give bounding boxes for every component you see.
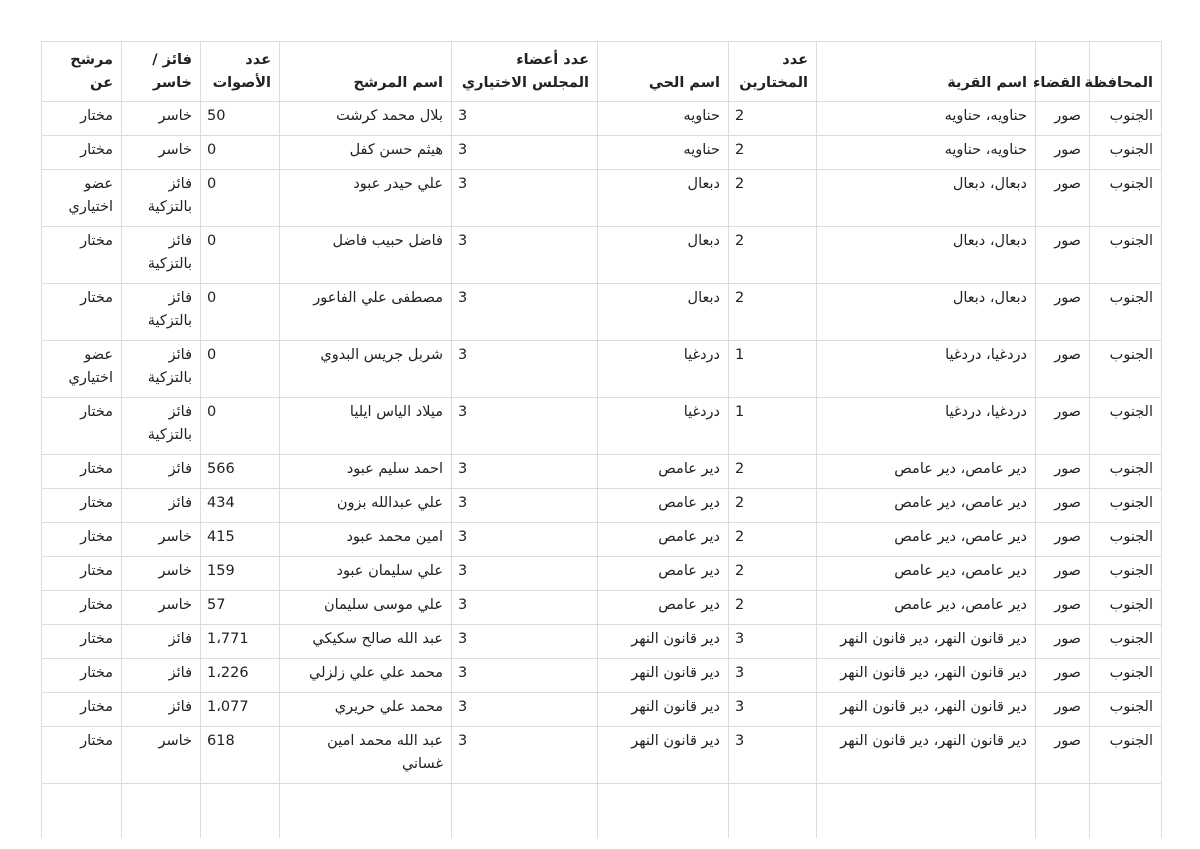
cell-village: دبعال، دبعال bbox=[817, 170, 1036, 227]
cell-council-members: 3 bbox=[452, 170, 598, 227]
table-row bbox=[42, 557, 1162, 591]
cell-village: دير قانون النهر، دير قانون النهر bbox=[817, 693, 1036, 727]
cell-votes: 0 bbox=[201, 284, 280, 341]
cell-neighborhood: دير قانون النهر bbox=[598, 659, 729, 693]
cell-candidate-for: مختار bbox=[42, 455, 122, 489]
cell-candidate: عبد الله محمد امين غساني bbox=[280, 727, 452, 784]
cell-candidate: مصطفى علي الفاعور bbox=[280, 284, 452, 341]
cell-votes: 1،077 bbox=[201, 693, 280, 727]
table-row bbox=[42, 284, 1162, 341]
cell-mukhtars-count: 2 bbox=[729, 523, 817, 557]
cell-village: دير عامص، دير عامص bbox=[817, 557, 1036, 591]
cell-result: فائز بالتزكية bbox=[122, 284, 201, 341]
cell-candidate: ميلاد الياس ايليا bbox=[280, 398, 452, 455]
cell-neighborhood: دبعال bbox=[598, 170, 729, 227]
cell-neighborhood: دير عامص bbox=[598, 557, 729, 591]
cell-result: خاسر bbox=[122, 591, 201, 625]
cell-council-members: 3 bbox=[452, 489, 598, 523]
cell-neighborhood: حناويه bbox=[598, 136, 729, 170]
cell-village: دير عامص، دير عامص bbox=[817, 489, 1036, 523]
table-body bbox=[42, 102, 1162, 839]
cell-candidate: احمد سليم عبود bbox=[280, 455, 452, 489]
cell-governorate: الجنوب bbox=[1090, 659, 1162, 693]
cell-governorate: الجنوب bbox=[1090, 455, 1162, 489]
cell-candidate-for: مختار bbox=[42, 523, 122, 557]
header-village: اسم القرية bbox=[817, 42, 1036, 102]
header-governorate: المحافظة bbox=[1090, 42, 1162, 102]
table-row bbox=[42, 693, 1162, 727]
cell-district: صور bbox=[1036, 693, 1090, 727]
cell-candidate-for: مختار bbox=[42, 102, 122, 136]
cell-council-members: 3 bbox=[452, 727, 598, 784]
cell-votes: 618 bbox=[201, 727, 280, 784]
cell-votes: 57 bbox=[201, 591, 280, 625]
cell-votes: 0 bbox=[201, 136, 280, 170]
cell-village: دير قانون النهر، دير قانون النهر bbox=[817, 659, 1036, 693]
cell-mukhtars-count: 1 bbox=[729, 398, 817, 455]
cell-neighborhood: دير قانون النهر bbox=[598, 625, 729, 659]
cell-mukhtars-count: 2 bbox=[729, 455, 817, 489]
cell-mukhtars-count: 2 bbox=[729, 591, 817, 625]
cell-mukhtars-count: 2 bbox=[729, 489, 817, 523]
cell-candidate-for: مختار bbox=[42, 693, 122, 727]
empty-cell bbox=[280, 784, 452, 839]
cell-neighborhood: دير عامص bbox=[598, 523, 729, 557]
header-row bbox=[42, 42, 1162, 102]
cell-result: خاسر bbox=[122, 136, 201, 170]
cell-district: صور bbox=[1036, 523, 1090, 557]
header-result: فائز / خاسر bbox=[122, 42, 201, 102]
cell-district: صور bbox=[1036, 591, 1090, 625]
cell-mukhtars-count: 3 bbox=[729, 727, 817, 784]
cell-district: صور bbox=[1036, 341, 1090, 398]
cell-neighborhood: دير قانون النهر bbox=[598, 727, 729, 784]
header-votes: عدد الأصوات bbox=[201, 42, 280, 102]
cell-village: دردغيا، دردغيا bbox=[817, 398, 1036, 455]
cell-governorate: الجنوب bbox=[1090, 136, 1162, 170]
cell-neighborhood: دبعال bbox=[598, 284, 729, 341]
cell-result: فائز bbox=[122, 489, 201, 523]
cell-votes: 434 bbox=[201, 489, 280, 523]
table-row bbox=[42, 398, 1162, 455]
cell-district: صور bbox=[1036, 227, 1090, 284]
cell-candidate: امين محمد عبود bbox=[280, 523, 452, 557]
cell-neighborhood: حناويه bbox=[598, 102, 729, 136]
table-row bbox=[42, 136, 1162, 170]
cell-candidate: عبد الله صالح سكيكي bbox=[280, 625, 452, 659]
cell-candidate: شربل جريس البدوي bbox=[280, 341, 452, 398]
table-row bbox=[42, 727, 1162, 784]
cell-votes: 566 bbox=[201, 455, 280, 489]
cell-votes: 415 bbox=[201, 523, 280, 557]
empty-cell bbox=[201, 784, 280, 839]
cell-village: دير عامص، دير عامص bbox=[817, 523, 1036, 557]
empty-cell bbox=[817, 784, 1036, 839]
cell-council-members: 3 bbox=[452, 659, 598, 693]
cell-neighborhood: دير عامص bbox=[598, 489, 729, 523]
cell-village: حناويه، حناويه bbox=[817, 102, 1036, 136]
cell-votes: 159 bbox=[201, 557, 280, 591]
cell-council-members: 3 bbox=[452, 523, 598, 557]
cell-candidate: هيثم حسن كفل bbox=[280, 136, 452, 170]
cell-result: خاسر bbox=[122, 557, 201, 591]
cell-governorate: الجنوب bbox=[1090, 625, 1162, 659]
cell-votes: 50 bbox=[201, 102, 280, 136]
empty-cell bbox=[1090, 784, 1162, 839]
cell-council-members: 3 bbox=[452, 102, 598, 136]
cell-mukhtars-count: 2 bbox=[729, 227, 817, 284]
cell-candidate: علي سليمان عبود bbox=[280, 557, 452, 591]
header-candidate: اسم المرشح bbox=[280, 42, 452, 102]
table-row bbox=[42, 591, 1162, 625]
cell-candidate: فاضل حبيب فاضل bbox=[280, 227, 452, 284]
cell-district: صور bbox=[1036, 170, 1090, 227]
empty-cell bbox=[1036, 784, 1090, 839]
empty-cell bbox=[598, 784, 729, 839]
cell-candidate: علي عبدالله بزون bbox=[280, 489, 452, 523]
cell-result: خاسر bbox=[122, 523, 201, 557]
cell-candidate-for: مختار bbox=[42, 227, 122, 284]
header-district: القضاء bbox=[1036, 42, 1090, 102]
cell-village: دردغيا، دردغيا bbox=[817, 341, 1036, 398]
election-results-table bbox=[41, 41, 1162, 838]
cell-district: صور bbox=[1036, 625, 1090, 659]
cell-council-members: 3 bbox=[452, 625, 598, 659]
cell-result: خاسر bbox=[122, 727, 201, 784]
cell-candidate-for: مختار bbox=[42, 489, 122, 523]
results-sheet bbox=[41, 41, 1161, 811]
cell-candidate-for: مختار bbox=[42, 284, 122, 341]
cell-mukhtars-count: 2 bbox=[729, 170, 817, 227]
cell-governorate: الجنوب bbox=[1090, 489, 1162, 523]
table-row bbox=[42, 102, 1162, 136]
cell-governorate: الجنوب bbox=[1090, 557, 1162, 591]
cell-votes: 1،226 bbox=[201, 659, 280, 693]
cell-result: فائز بالتزكية bbox=[122, 170, 201, 227]
cell-district: صور bbox=[1036, 727, 1090, 784]
header-council-members: عدد أعضاء المجلس الاختياري bbox=[452, 42, 598, 102]
cell-result: خاسر bbox=[122, 102, 201, 136]
empty-cell bbox=[729, 784, 817, 839]
cell-result: فائز bbox=[122, 625, 201, 659]
cell-candidate-for: مختار bbox=[42, 625, 122, 659]
cell-candidate: علي موسى سليمان bbox=[280, 591, 452, 625]
cell-neighborhood: دردغيا bbox=[598, 341, 729, 398]
table-row bbox=[42, 489, 1162, 523]
cell-district: صور bbox=[1036, 136, 1090, 170]
cell-candidate-for: عضو اختياري bbox=[42, 170, 122, 227]
cell-neighborhood: دبعال bbox=[598, 227, 729, 284]
cell-result: فائز bbox=[122, 455, 201, 489]
cell-mukhtars-count: 3 bbox=[729, 625, 817, 659]
cell-votes: 0 bbox=[201, 227, 280, 284]
cell-village: دير قانون النهر، دير قانون النهر bbox=[817, 727, 1036, 784]
cell-neighborhood: دير عامص bbox=[598, 455, 729, 489]
empty-cell bbox=[122, 784, 201, 839]
cell-votes: 0 bbox=[201, 341, 280, 398]
cell-neighborhood: دير عامص bbox=[598, 591, 729, 625]
cell-governorate: الجنوب bbox=[1090, 102, 1162, 136]
cell-district: صور bbox=[1036, 284, 1090, 341]
cell-votes: 1،771 bbox=[201, 625, 280, 659]
cell-district: صور bbox=[1036, 398, 1090, 455]
cell-candidate-for: مختار bbox=[42, 398, 122, 455]
cell-governorate: الجنوب bbox=[1090, 341, 1162, 398]
cell-village: دير عامص، دير عامص bbox=[817, 591, 1036, 625]
cell-candidate-for: مختار bbox=[42, 659, 122, 693]
table-row bbox=[42, 455, 1162, 489]
cell-candidate-for: عضو اختياري bbox=[42, 341, 122, 398]
cell-governorate: الجنوب bbox=[1090, 693, 1162, 727]
cell-candidate: علي حيدر عبود bbox=[280, 170, 452, 227]
cell-candidate: محمد علي حريري bbox=[280, 693, 452, 727]
cell-result: فائز بالتزكية bbox=[122, 398, 201, 455]
cell-council-members: 3 bbox=[452, 136, 598, 170]
cell-candidate: بلال محمد كرشت bbox=[280, 102, 452, 136]
cell-council-members: 3 bbox=[452, 398, 598, 455]
cell-mukhtars-count: 2 bbox=[729, 102, 817, 136]
cell-candidate-for: مختار bbox=[42, 591, 122, 625]
cell-district: صور bbox=[1036, 455, 1090, 489]
cell-mukhtars-count: 2 bbox=[729, 557, 817, 591]
cell-votes: 0 bbox=[201, 398, 280, 455]
table-row bbox=[42, 341, 1162, 398]
table-row bbox=[42, 659, 1162, 693]
cell-mukhtars-count: 2 bbox=[729, 136, 817, 170]
cell-council-members: 3 bbox=[452, 455, 598, 489]
cell-village: حناويه، حناويه bbox=[817, 136, 1036, 170]
cell-mukhtars-count: 3 bbox=[729, 659, 817, 693]
table-row bbox=[42, 227, 1162, 284]
cell-district: صور bbox=[1036, 659, 1090, 693]
cell-governorate: الجنوب bbox=[1090, 727, 1162, 784]
cell-candidate-for: مختار bbox=[42, 727, 122, 784]
cell-candidate-for: مختار bbox=[42, 557, 122, 591]
cell-council-members: 3 bbox=[452, 591, 598, 625]
cell-village: دير قانون النهر، دير قانون النهر bbox=[817, 625, 1036, 659]
table-row bbox=[42, 523, 1162, 557]
cell-council-members: 3 bbox=[452, 341, 598, 398]
cell-result: فائز bbox=[122, 693, 201, 727]
cell-result: فائز بالتزكية bbox=[122, 227, 201, 284]
cell-governorate: الجنوب bbox=[1090, 398, 1162, 455]
cell-council-members: 3 bbox=[452, 284, 598, 341]
cell-candidate: محمد علي علي زلزلي bbox=[280, 659, 452, 693]
cell-result: فائز bbox=[122, 659, 201, 693]
cell-governorate: الجنوب bbox=[1090, 591, 1162, 625]
cell-neighborhood: دير قانون النهر bbox=[598, 693, 729, 727]
empty-row bbox=[42, 784, 1162, 839]
cell-governorate: الجنوب bbox=[1090, 227, 1162, 284]
cell-mukhtars-count: 1 bbox=[729, 341, 817, 398]
empty-cell bbox=[452, 784, 598, 839]
cell-council-members: 3 bbox=[452, 557, 598, 591]
cell-district: صور bbox=[1036, 557, 1090, 591]
cell-village: دبعال، دبعال bbox=[817, 227, 1036, 284]
table-row bbox=[42, 170, 1162, 227]
header-neighborhood: اسم الحي bbox=[598, 42, 729, 102]
cell-candidate-for: مختار bbox=[42, 136, 122, 170]
cell-village: دبعال، دبعال bbox=[817, 284, 1036, 341]
cell-district: صور bbox=[1036, 102, 1090, 136]
cell-governorate: الجنوب bbox=[1090, 523, 1162, 557]
cell-governorate: الجنوب bbox=[1090, 170, 1162, 227]
cell-result: فائز بالتزكية bbox=[122, 341, 201, 398]
cell-neighborhood: دردغيا bbox=[598, 398, 729, 455]
empty-cell bbox=[42, 784, 122, 839]
cell-council-members: 3 bbox=[452, 693, 598, 727]
header-candidate-for: مرشح عن bbox=[42, 42, 122, 102]
cell-mukhtars-count: 2 bbox=[729, 284, 817, 341]
cell-votes: 0 bbox=[201, 170, 280, 227]
cell-governorate: الجنوب bbox=[1090, 284, 1162, 341]
header-mukhtars-count: عدد المختارين bbox=[729, 42, 817, 102]
table-row bbox=[42, 625, 1162, 659]
cell-village: دير عامص، دير عامص bbox=[817, 455, 1036, 489]
cell-district: صور bbox=[1036, 489, 1090, 523]
cell-mukhtars-count: 3 bbox=[729, 693, 817, 727]
cell-council-members: 3 bbox=[452, 227, 598, 284]
